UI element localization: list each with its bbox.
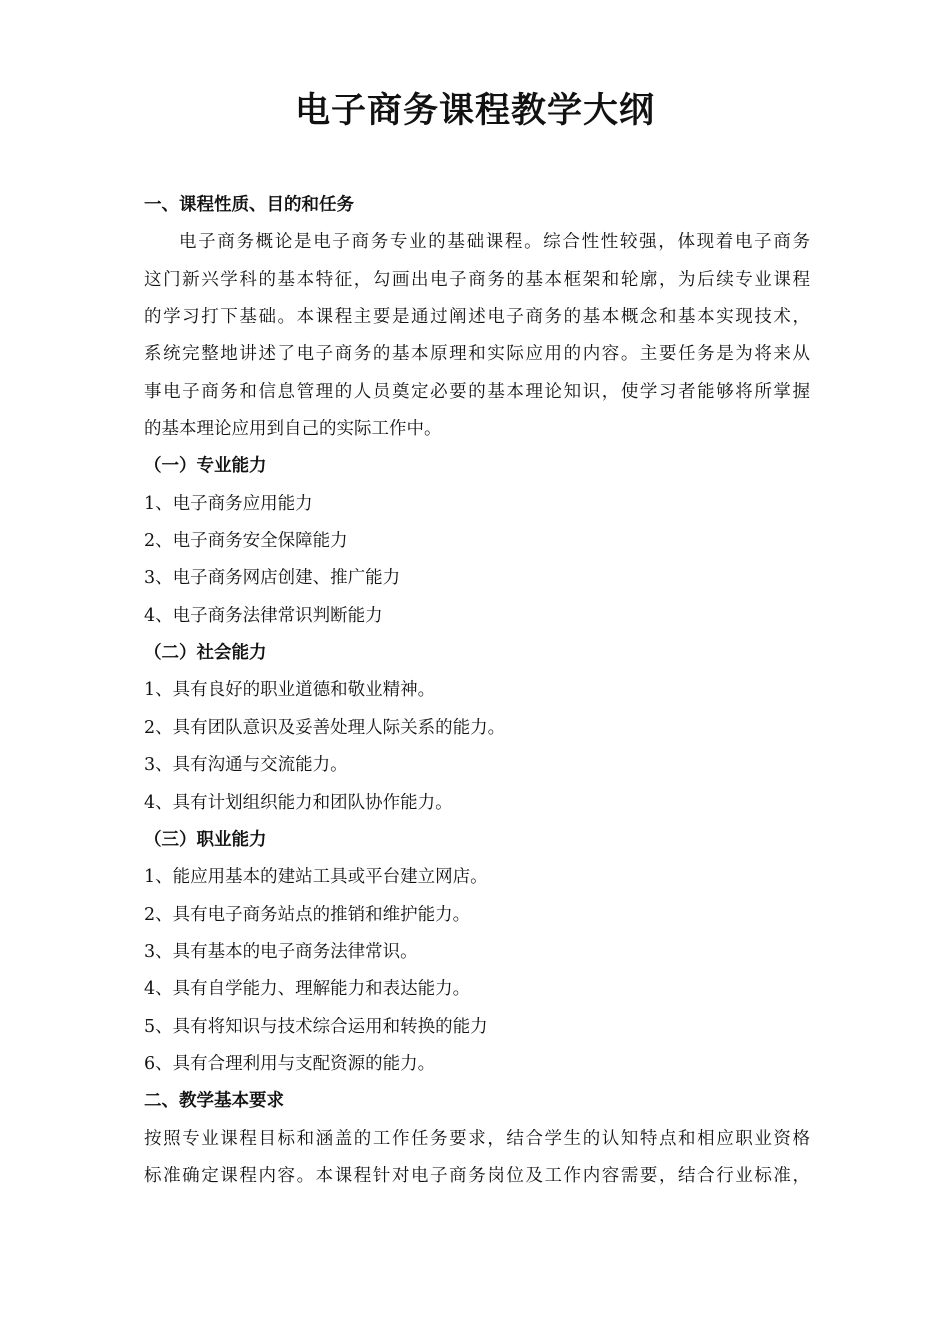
list-item: 1、能应用基本的建站工具或平台建立网店。 xyxy=(144,867,488,888)
document-body xyxy=(144,187,810,1195)
list-item: 3、电子商务网店创建、推广能力 xyxy=(144,568,401,589)
paragraph-line: 这门新兴学科的基本特征，勾画出电子商务的基本框架和轮廓，为后续专业课程 xyxy=(144,269,810,290)
paragraph-line: 按照专业课程目标和涵盖的工作任务要求，结合学生的认知特点和相应职业资格 xyxy=(144,1128,810,1149)
document-title: 电子商务课程教学大纲 xyxy=(294,91,655,131)
subheading-professional-ability: （一）专业能力 xyxy=(144,456,267,477)
subheading-social-ability: （二）社会能力 xyxy=(144,643,267,664)
paragraph-line: 的学习打下基础。本课程主要是通过阐述电子商务的基本概念和基本实现技术， xyxy=(144,307,810,328)
list-item: 2、电子商务安全保障能力 xyxy=(144,531,348,552)
list-item: 3、具有沟通与交流能力。 xyxy=(144,755,348,776)
section-heading-course-nature: 一、课程性质、目的和任务 xyxy=(144,195,354,215)
list-item: 4、具有自学能力、理解能力和表达能力。 xyxy=(144,979,471,1000)
paragraph-line: 事电子商务和信息管理的人员奠定必要的基本理论知识，使学习者能够将所掌握 xyxy=(144,381,810,402)
paragraph-line: 电子商务概论是电子商务专业的基础课程。综合性性较强，体现着电子商务 xyxy=(179,232,810,253)
list-item: 2、具有团队意识及妥善处理人际关系的能力。 xyxy=(144,717,506,738)
list-item: 2、具有电子商务站点的推销和维护能力。 xyxy=(144,904,471,925)
subheading-vocational-ability: （三）职业能力 xyxy=(144,829,267,850)
list-item: 4、电子商务法律常识判断能力 xyxy=(144,605,383,626)
section-heading-teaching-requirements: 二、教学基本要求 xyxy=(144,1091,284,1112)
list-item: 1、电子商务应用能力 xyxy=(144,493,313,514)
paragraph-line: 的基本理论应用到自己的实际工作中。 xyxy=(144,419,442,440)
list-item: 3、具有基本的电子商务法律常识。 xyxy=(144,941,418,962)
list-item: 4、具有计划组织能力和团队协作能力。 xyxy=(144,792,453,813)
paragraph-line: 标准确定课程内容。本课程针对电子商务岗位及工作内容需要，结合行业标准， xyxy=(144,1165,810,1186)
list-item: 5、具有将知识与技术综合运用和转换的能力 xyxy=(144,1016,488,1037)
list-item: 6、具有合理利用与支配资源的能力。 xyxy=(144,1053,436,1074)
list-item: 1、具有良好的职业道德和敬业精神。 xyxy=(144,680,436,701)
paragraph-line: 系统完整地讲述了电子商务的基本原理和实际应用的内容。主要任务是为将来从 xyxy=(144,344,810,365)
